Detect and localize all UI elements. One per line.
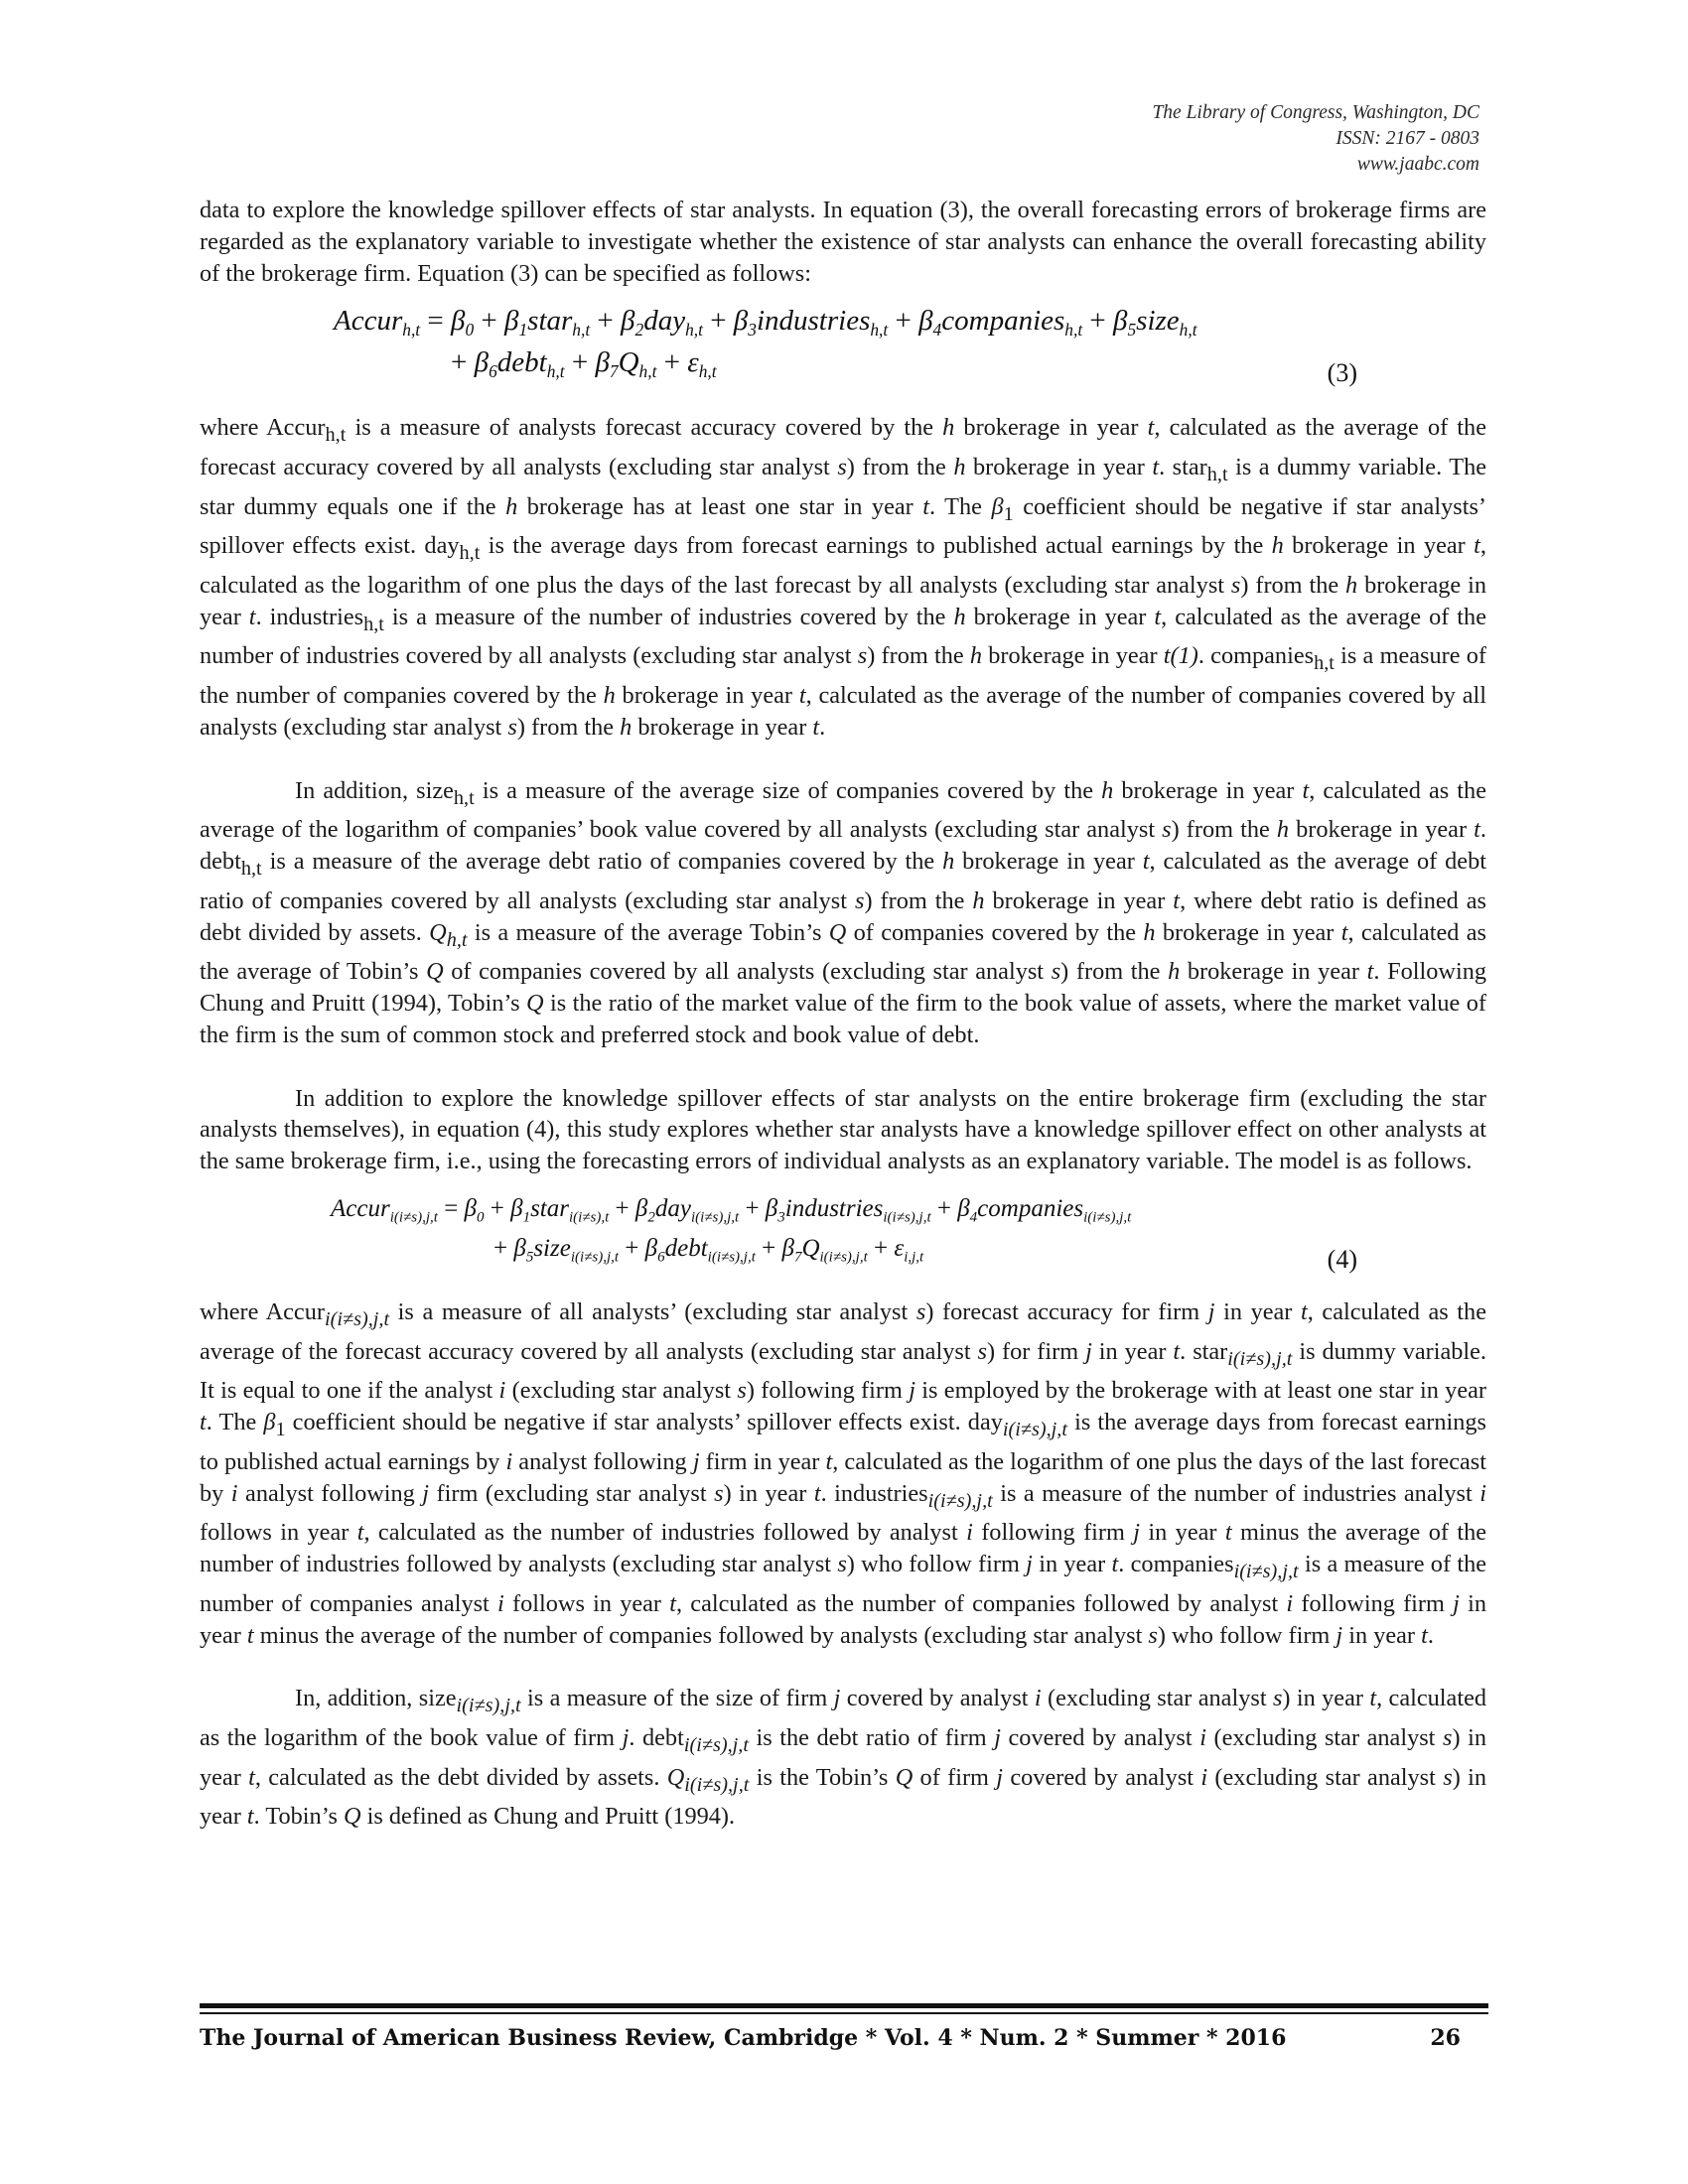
paragraph-eq4-definitions: where Accur$_{i(i\ne s),j,t}$ is a measure of all analysts’ (excluding star analyst s) forecast accuracy for firm j in year t, calculated as the average of the forecast accuracy covered by all analysts (excluding star analyst s) for firm j in year t. star$_{i(i\ne s),j,t}$ is dummy variable. It is equal to one if the analyst i (excluding star analyst s) following firm j is employed by the brokerage with at least one star in year t. The $\beta_1$ coefficient should be negative if star analysts’ spillover effects exist. day$_{i(i\ne s),j,t}$ is the average days from forecast earnings to published actual earnings by i analyst following j firm in year t, calculated as the logarithm of one plus the days of the last forecast by i analyst following j firm (excluding star analyst s) in year t. industries$_{i(i\ne s),j,t}$ is a measure of the number of industries analyst i follows in year t, calculated as the number of industries followed by analyst i following firm j in year t minus the average of the number of industries followed by analysts (excluding star analyst s) who follow firm j in year t. companies$_{i(i\ne s),j,t}$ is a measure of the number of companies analyst i follows in year t, calculated as the number of companies followed by analyst i following firm j in year t minus the average of the number of companies followed by analysts (excluding star analyst s) who follow firm j in year t. <box>200 1298 1487 1649</box>
equation-4-line-1: Accur$_{i(i\ne s),j,t}$ = $\beta_0$ + $\beta_1star_{i(i\ne s),t} + \beta_2day_{i(i\ne s),j,t}$ + $\beta_3industries_{i(i\ne s),j,t}$ + $\beta_4companies_{i(i\ne s),j,t}$ <box>331 1195 1132 1226</box>
header-issn: ISSN: 2167 - 0803 <box>1336 128 1479 149</box>
paragraph-size-debt-q-analyst: In, addition, size$_{i(i\ne s),j,t}$ is a measure of the size of firm j covered by analyst i (excluding star analyst s) in year t, calculated as the logarithm of the book value of firm j. debt$_{i(i\ne s),j,t}$ is the debt ratio of firm j covered by analyst i (excluding star analyst s) in year t, calculated as the debt divided by assets. $Q_{i(i\ne s),j,t}$ is the Tobin’s Q of firm j covered by analyst i (excluding star analyst s) in year t. Tobin’s Q is defined as Chung and Pruitt (1994). <box>200 1685 1487 1831</box>
page-number: 26 <box>1430 2025 1461 2051</box>
paragraph-eq4-intro: In addition to explore the knowledge spillover effects of star analysts on the entire brokerage firm (excluding the star analysts themselves), in equation (4), this study explores whether star analysts have a knowledge spillover effect on other analysts at the same brokerage firm, i.e., using the forecasting errors of individual analysts as an explanatory variable. The model is as follows. <box>200 1084 1486 1175</box>
equation-4-number: (4) <box>1327 1245 1357 1275</box>
equation-3 <box>200 289 1486 396</box>
footer-rule-thin <box>200 2012 1488 2014</box>
header-website: www.jaabc.com <box>1356 154 1479 175</box>
footer-journal: The Journal of American Business Review, Cambridge * Vol. 4 * Num. 2 * Summer * 2016 <box>200 2025 1287 2051</box>
equation-3-line-2: + $\beta_6debt_{h,t} + \beta_7Q_{h,t} + \varepsilon_{h,t}$ <box>451 346 717 382</box>
paragraph-eq3-definitions: where Accur$_{h,t}$ is a measure of analysts forecast accuracy covered by the h brokerage in year t, calculated as the average of the forecast accuracy covered by all analysts (excluding star analyst s) from the h brokerage in year t. star$_{h,t}$ is a dummy variable. The star dummy equals one if the h brokerage has at least one star in year t. The $\beta_1$ coefficient should be negative if star analysts’ spillover effects exist. day$_{h,t}$ is the average days from forecast earnings to published actual earnings by the h brokerage in year t, calculated as the logarithm of one plus the days of the last forecast by all analysts (excluding star analyst s) from the h brokerage in year t. industries$_{h,t}$ is a measure of the number of industries covered by the h brokerage in year t, calculated as the average of the number of industries covered by all analysts (excluding star analyst s) from the h brokerage in year t(1). companies$_{h,t}$ is a measure of the number of companies covered by the h brokerage in year t, calculated as the average of the number of companies covered by all analysts (excluding star analyst s) from the h brokerage in year t. <box>200 414 1487 741</box>
article-body <box>200 195 1486 1833</box>
page-header <box>1152 100 1479 178</box>
equation-4-line-2: + $\beta_5size_{i(i\ne s),j,t}$ + $\beta_6debt_{i(i\ne s),j,t} + \beta_7Q_{i(i\ne s),j,t} + \varepsilon_{i,j,t}$ <box>493 1235 924 1266</box>
equation-3-number: (3) <box>1327 358 1357 388</box>
paragraph-intro: data to explore the knowledge spillover effects of star analysts. In equation (3), the overall forecasting errors of brokerage firms are regarded as the explanatory variable to investigate whether the existence of star analysts can enhance the overall forecasting ability of the brokerage firm. Equation (3) can be specified as follows: <box>200 197 1486 287</box>
footer-rule-thick <box>200 2003 1488 2008</box>
equation-3-line-1: Accur$_{h,t}$ = $\beta_0$ + $\beta_1star_{h,t} + \beta_2day_{h,t}$ + $\beta_3industries_{h,t}$ + $\beta_4companies_{h,t}$ + $\beta_5size_{h,t}$ <box>334 305 1197 341</box>
paragraph-size-debt-q: In addition, size$_{h,t}$ is a measure of the average size of companies covered by the h brokerage in year t, calculated as the average of the logarithm of companies’ book value covered by all analysts (excluding star analyst s) from the h brokerage in year t. debt$_{h,t}$ is a measure of the average debt ratio of companies covered by the h brokerage in year t, calculated as the average of debt ratio of companies covered by all analysts (excluding star analyst s) from the h brokerage in year t, where debt ratio is defined as debt divided by assets. $Q_{h,t}$ is a measure of the average Tobin’s Q of companies covered by the h brokerage in year t, calculated as the average of Tobin’s Q of companies covered by all analysts (excluding star analyst s) from the h brokerage in year t. Following Chung and Pruitt (1994), Tobin’s Q is the ratio of the market value of the firm to the book value of assets, where the market value of the firm is the sum of common stock and preferred stock and book value of debt. <box>200 776 1487 1048</box>
header-library: The Library of Congress, Washington, DC <box>1152 102 1479 123</box>
equation-4 <box>200 1177 1486 1285</box>
